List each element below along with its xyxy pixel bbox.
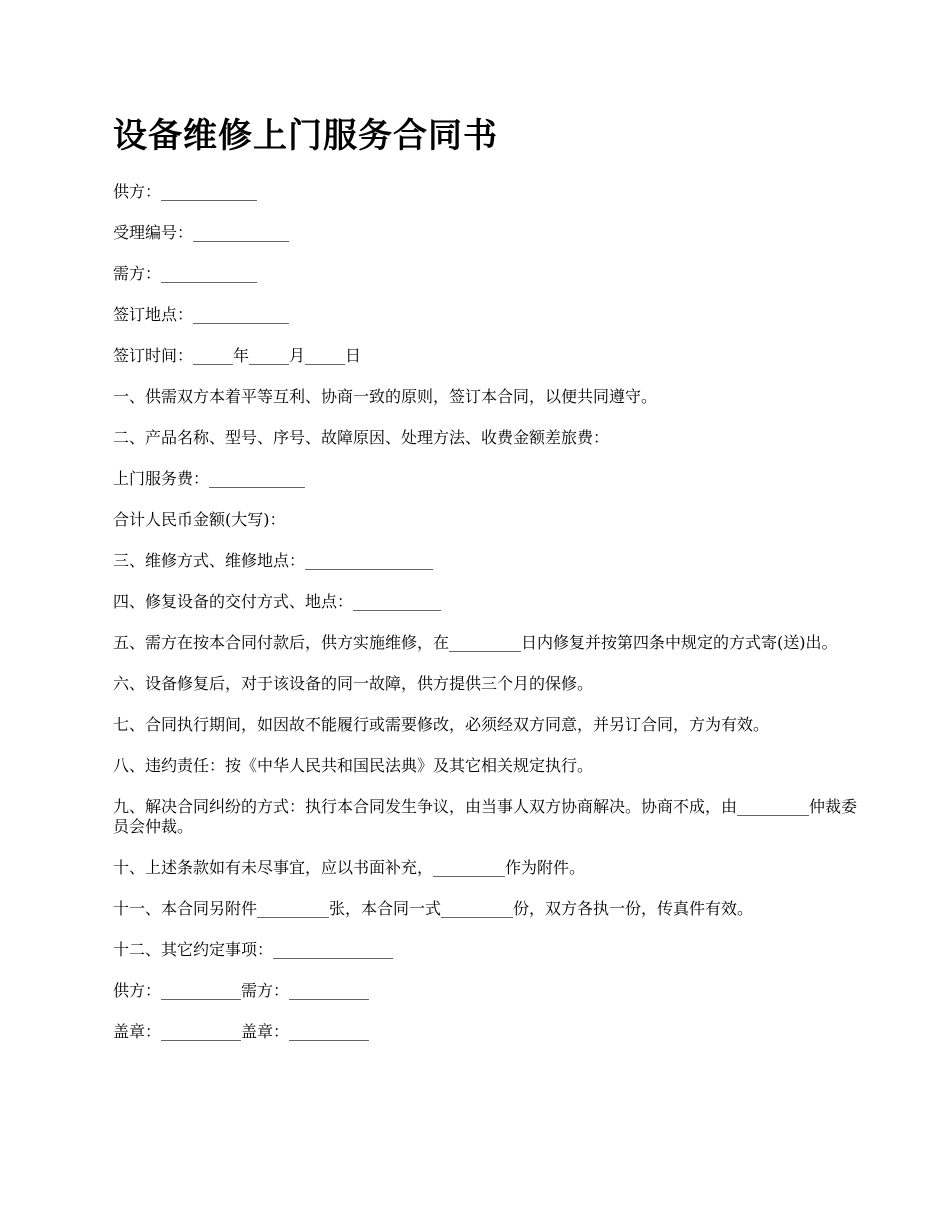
clause-12: 十二、其它约定事项：_______________ [113,940,394,959]
field-acceptance-number: 受理编号：____________ [113,223,290,242]
field-buyer: 需方：____________ [113,264,258,283]
signature-seals: 盖章：__________盖章：__________ [113,1022,370,1041]
field-signing-place: 签订地点：____________ [113,305,290,324]
clause-5: 五、需方在按本合同付款后，供方实施维修，在_________日内修复并按第四条中规定的方式寄(送)出。 [113,633,838,652]
document-title: 设备维修上门服务合同书 [113,116,498,156]
clause-4: 四、修复设备的交付方式、地点：___________ [113,592,442,611]
clause-3: 三、维修方式、维修地点：________________ [113,551,434,570]
clause-1: 一、供需双方本着平等互利、协商一致的原则，签订本合同，以便共同遵守。 [113,387,658,406]
field-signing-date: 签订时间：_____年_____月_____日 [113,346,362,365]
clause-7: 七、合同执行期间，如因故不能履行或需要修改，必须经双方同意，并另订合同，方为有效。 [113,715,770,734]
clause-9: 九、解决合同纠纷的方式：执行本合同发生争议，由当事人双方协商解决。协商不成，由_________仲裁委员会仲裁。 [113,797,858,836]
clause-11: 十一、本合同另附件_________张，本合同一式_________份，双方各执一份，传真件有效。 [113,899,754,918]
clause-8: 八、违约责任：按《中华人民共和国民法典》及其它相关规定执行。 [113,756,594,775]
document-page [113,112,858,1063]
signature-parties: 供方：__________需方：__________ [113,981,370,1000]
field-onsite-fee: 上门服务费：____________ [113,469,306,488]
field-supplier: 供方：____________ [113,182,258,201]
clause-6: 六、设备修复后，对于该设备的同一故障，供方提供三个月的保修。 [113,674,594,693]
clause-10: 十、上述条款如有未尽事宜，应以书面补充，_________作为附件。 [113,858,586,877]
clause-2: 二、产品名称、型号、序号、故障原因、处理方法、收费金额差旅费： [113,428,610,447]
field-total-amount: 合计人民币金额(大写)： [113,510,286,529]
